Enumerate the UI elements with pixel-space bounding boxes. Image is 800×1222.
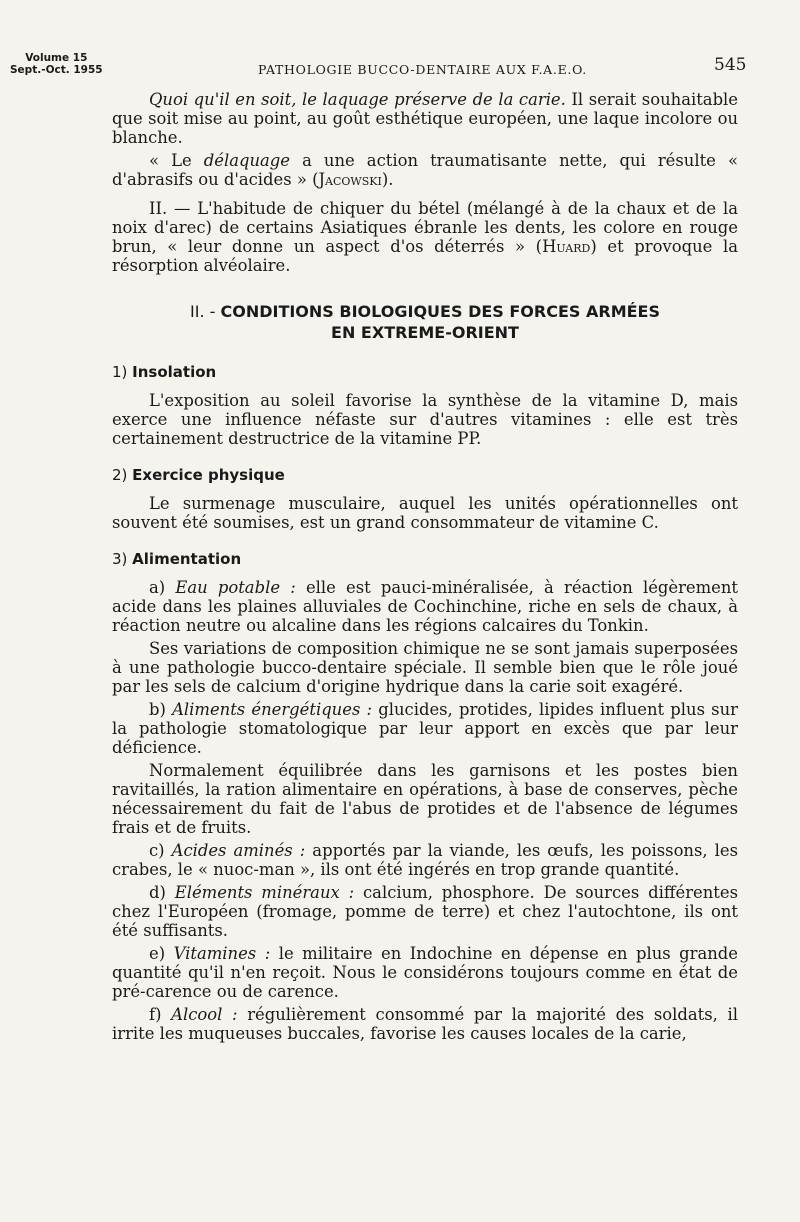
paragraph-text: régulièrement consommé par la majorité des soldats, il irrite les muqueuses buccales, favorise les causes locales de la carie, (112, 1005, 738, 1043)
subsection-title: Insolation (132, 363, 217, 381)
paragraph (112, 151, 738, 189)
paragraph-e (112, 944, 738, 1001)
subsection-heading-alimentation (112, 550, 738, 569)
item-term: Acides aminés : (171, 841, 306, 860)
paragraph-text: « Le (149, 151, 204, 170)
paragraph-d (112, 883, 738, 940)
item-label: e) (149, 944, 174, 963)
subsection-number: 1) (112, 363, 133, 381)
volume-label: Volume 15 (25, 52, 88, 64)
item-term: Alcool : (171, 1005, 238, 1024)
subsection-title: Exercice physique (132, 466, 285, 484)
paragraph-b (112, 700, 738, 757)
item-label: a) (149, 578, 176, 597)
author-name: Huard (542, 237, 591, 256)
item-term: Eau potable : (175, 578, 296, 597)
paragraph-text: apportés par la viande, les œufs, les poissons, les crabes, le « nuoc-man », ils ont été ingérés en trop grande quantité. (112, 841, 738, 879)
paragraph (112, 199, 738, 275)
italic-phrase: Quoi qu'il en soit, le laquage préserve de la carie. (149, 90, 566, 109)
subsection-number: 3) (112, 550, 133, 568)
paragraph: L'exposition au soleil favorise la synthèse de la vitamine D, mais exerce une influence néfaste sur d'autres vitamines : elle est très certainement destructrice de la vitamine PP. (112, 391, 738, 448)
paragraph-text: ). (381, 170, 394, 189)
paragraph-text: elle est pauci-minéralisée, à réaction légèrement acide dans les plaines alluviales de Cochinchine, riche en sels de chaux, à réaction neutre ou alcaline dans les régions calcaires du Tonkin. (112, 578, 739, 635)
issue-date: Sept.-Oct. 1955 (10, 64, 103, 76)
item-label: b) (149, 700, 173, 719)
paragraph-text: Il serait souhaitable que soit mise au point, au goût esthétique européen, une laque incolore ou blanche. (112, 90, 738, 147)
paragraph-c (112, 841, 738, 879)
author-name: Jacowski (318, 170, 382, 189)
item-label: d) (149, 883, 175, 902)
section-title-line1: CONDITIONS BIOLOGIQUES DES FORCES ARMÉES (220, 302, 660, 321)
paragraph-text: glucides, protides, lipides influent plus sur la pathologie stomatologique par leur apport en excès que par leur déficience. (112, 700, 738, 757)
paragraph-text: II. — L'habitude de chiquer du bétel (mélangé à de la chaux et de la noix d'arec) de certains Asiatiques ébranle les dents, les colore en rouge brun, « leur donne un aspect d'os déterrés » ( (112, 199, 738, 256)
paragraph-text: calcium, phosphore. De sources différentes chez l'Européen (fromage, pomme de terre) et chez l'autochtone, ils ont été suffisants. (112, 883, 738, 940)
running-title: PATHOLOGIE BUCCO-DENTAIRE AUX F.A.E.O. (258, 62, 587, 77)
paragraph: Ses variations de composition chimique ne se sont jamais superposées à une pathologie bucco-dentaire spéciale. Il semble bien que le rôle joué par les sels de calcium d'origine hydrique dans la carie soit exagéré. (112, 639, 738, 696)
paragraph-text: a une action traumatisante nette, qui résulte « d'abrasifs ou d'acides » ( (112, 151, 738, 189)
paragraph: Normalement équilibrée dans les garnisons et les postes bien ravitaillés, la ration alimentaire en opérations, à base de conserves, pèche nécessairement du fait de l'abus de protides et de l'absence de légumes frais et de fruits. (112, 761, 738, 837)
volume-info (10, 52, 103, 76)
item-term: Eléments minéraux : (174, 883, 355, 902)
article-body (112, 90, 738, 1047)
section-title-line2: EN EXTREME-ORIENT (331, 323, 519, 342)
subsection-heading-insolation (112, 363, 738, 382)
item-label: c) (149, 841, 172, 860)
paragraph (112, 90, 738, 147)
paragraph-f (112, 1005, 738, 1043)
paragraph-a (112, 578, 738, 635)
subsection-title: Alimentation (132, 550, 242, 568)
page-number: 545 (714, 55, 747, 75)
section-number: II. - (190, 302, 221, 321)
paragraph-text: ) et provoque la résorption alvéolaire. (112, 237, 738, 275)
subsection-number: 2) (112, 466, 133, 484)
paragraph-text: le militaire en Indochine en dépense en plus grande quantité qu'il n'en reçoit. Nous le considérons toujours comme en état de pré-carence ou de carence. (112, 944, 738, 1001)
paragraph: Le surmenage musculaire, auquel les unités opérationnelles ont souvent été soumises, est un grand consommateur de vitamine C. (112, 494, 738, 532)
subsection-heading-exercice (112, 466, 738, 485)
item-term: Vitamines : (173, 944, 271, 963)
section-heading (112, 301, 738, 343)
item-term: Aliments énergétiques : (172, 700, 373, 719)
italic-term: délaquage (203, 151, 290, 170)
item-label: f) (149, 1005, 172, 1024)
